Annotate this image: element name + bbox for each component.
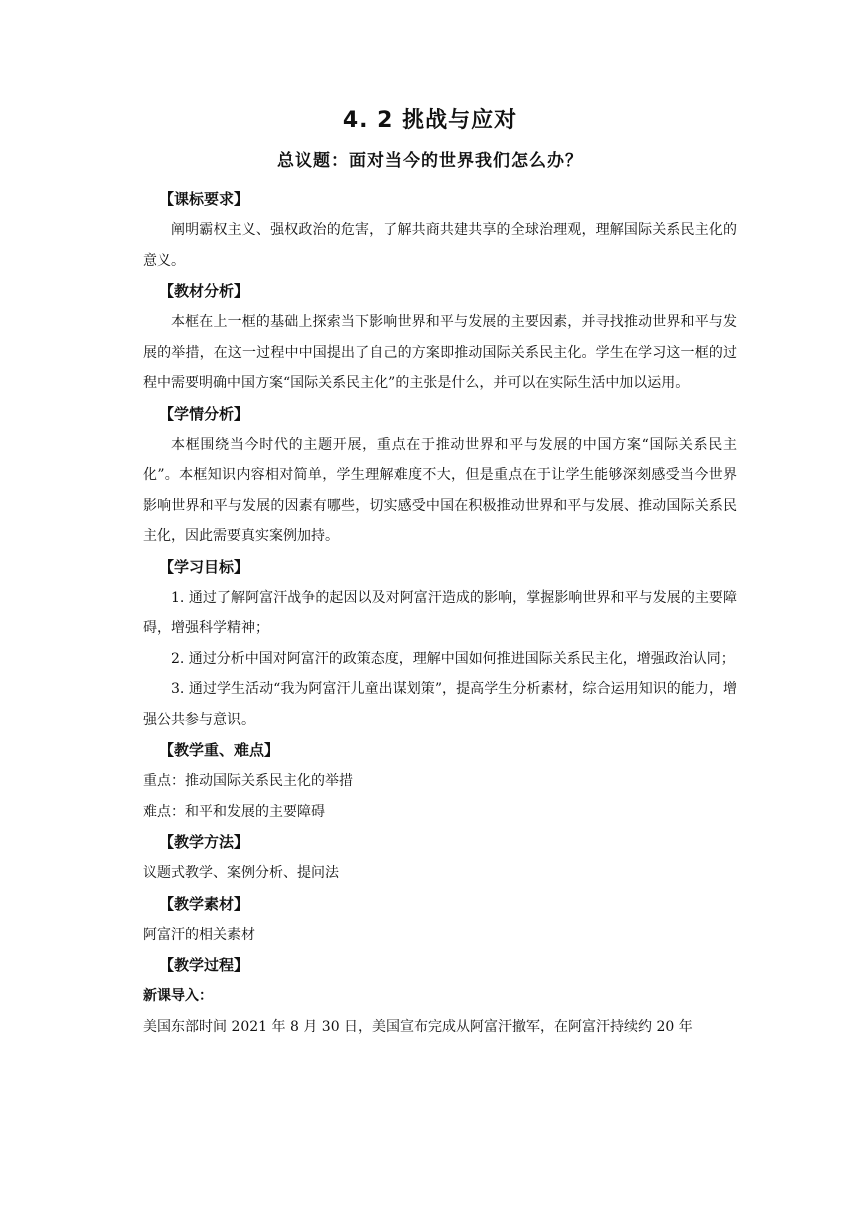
section-heading-standards: 【课标要求】 xyxy=(159,190,250,208)
intro-paragraph: 美国东部时间 2021 年 8 月 30 日，美国宣布完成从阿富汗撤军，在阿富汗持续约 20 年 xyxy=(143,1018,693,1035)
section-heading-materials: 【教学素材】 xyxy=(159,894,250,913)
standards-paragraph: 阐明霸权主义、强权政治的危害，了解共商共建共享的全球治理观，理解国际关系民主化的意义。 xyxy=(143,222,737,269)
section-heading-key-points: 【教学重、难点】 xyxy=(159,741,280,759)
section-heading-methods: 【教学方法】 xyxy=(159,833,250,851)
document-body xyxy=(143,184,737,1042)
key-point-text: 重点：推动国际关系民主化的举措 xyxy=(143,773,353,789)
document-title: 4. 2 挑战与应对 xyxy=(342,108,518,133)
section-heading-objectives: 【学习目标】 xyxy=(159,557,250,576)
objective-item: 1. 通过了解阿富汗战争的起因以及对阿富汗造成的影响，掌握影响世界和平与发展的主要障碍，增强科学精神； xyxy=(143,589,737,636)
intro-label: 新课导入： xyxy=(143,988,213,1004)
section-heading-textbook: 【教材分析】 xyxy=(159,282,250,300)
difficult-point-text: 难点：和平和发展的主要障碍 xyxy=(143,803,325,820)
objective-item: 3. 通过学生活动“我为阿富汗儿童出谋划策”，提高学生分析素材，综合运用知识的能力，增强公共参与意识。 xyxy=(143,681,737,728)
materials-text: 阿富汗的相关素材 xyxy=(143,926,255,943)
students-paragraph: 本框围绕当今时代的主题开展，重点在于推动世界和平与发展的中国方案“国际关系民主化”。本框知识内容相对简单，学生理解难度不大，但是重点在于让学生能够深刻感受当今世界影响世界和平与发展的因素有哪些，切实感受中国在积极推动世界和平与发展、推动国际关系民主化，因此需要真实案例加持。 xyxy=(143,436,737,544)
methods-text: 议题式教学、案例分析、提问法 xyxy=(143,865,339,881)
objective-item: 2. 通过分析中国对阿富汗的政策态度，理解中国如何推进国际关系民主化，增强政治认同； xyxy=(171,650,735,667)
textbook-paragraph: 本框在上一框的基础上探索当下影响世界和平与发展的主要因素，并寻找推动世界和平与发展的举措，在这一过程中中国提出了自己的方案即推动国际关系民主化。学生在学习这一框的过程中需要明确中国方案“国际关系民主化”的主张是什么，并可以在实际生活中加以运用。 xyxy=(143,314,737,391)
section-heading-students: 【学情分析】 xyxy=(159,404,250,423)
document-topic: 总议题：面对当今的世界我们怎么办？ xyxy=(277,151,583,171)
section-heading-process: 【教学过程】 xyxy=(159,956,250,974)
